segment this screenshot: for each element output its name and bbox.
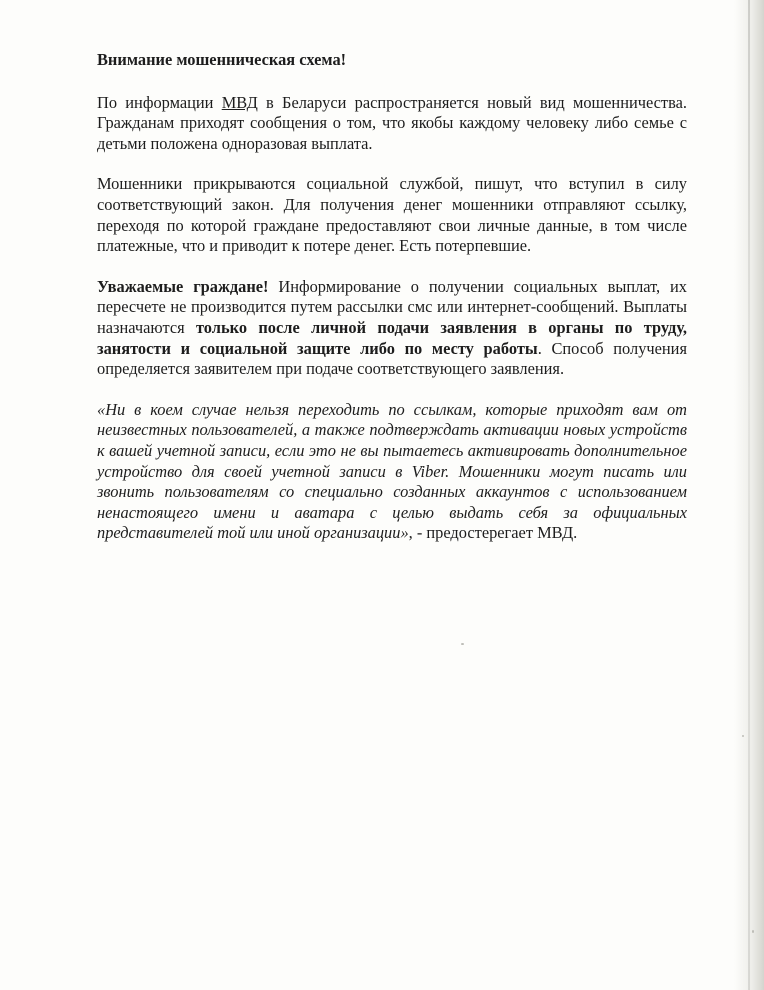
scan-speck xyxy=(742,735,744,737)
quote-attribution: , - предостерегает МВД. xyxy=(408,523,578,543)
paragraph-1-rest: в Беларуси распространяется новый вид мошенничества. Гражданам приходят сообщения о том, что якобы каждому человеку либо семье с детьми положена одноразовая выплата. xyxy=(97,92,687,153)
document-body xyxy=(97,50,687,564)
paragraph-3-text-1: Информирование о получении социальных выплат, их пересчете не производится путем рассылки смс или интернет-сообщений. Выплаты назначаются xyxy=(97,276,687,337)
mvd-link[interactable]: МВД xyxy=(221,92,258,112)
paragraph-3-bold-mid: только после личной подачи заявления в органы по труду, занятости и социальной защите либо по месту работы xyxy=(97,317,687,358)
paragraph-1 xyxy=(97,93,687,155)
scan-speck xyxy=(461,643,464,645)
paragraph-3 xyxy=(97,277,687,380)
quote-text: «Ни в коем случае нельзя переходить по ссылкам, которые приходят вам от неизвестных пользователей, а также подтверждать активации новых устройств к вашей учетной записи, если это не вы пытаетесь активировать дополнительное устройство для своей учетной записи в Viber. Мошенники могут писать или звонить пользователям со специально созданных аккаунтов с использованием ненастоящего имени и аватара с целью выдать себя за официальных представителей той или иной организации» xyxy=(97,399,687,543)
page-edge-line xyxy=(748,0,750,990)
paragraph-4 xyxy=(97,400,687,544)
paragraph-3-text-2: . Способ получения определяется заявителем при подаче соответствующего заявления. xyxy=(97,338,687,379)
paragraph-3-bold-lead: Уважаемые граждане! xyxy=(97,276,269,296)
document-title: Внимание мошенническая схема! xyxy=(97,50,347,69)
scan-speck xyxy=(752,930,754,933)
paragraph-1-lead: По информации xyxy=(97,92,222,112)
paragraph-2: Мошенники прикрываются социальной службой, пишут, что вступил в силу соответствующий закон. Для получения денег мошенники отправляют ссылку, переходя по которой граждане предоставляют свои личные данные, в том числе платежные, что и приводит к потере денег. Есть потерпевшие. xyxy=(97,174,687,256)
